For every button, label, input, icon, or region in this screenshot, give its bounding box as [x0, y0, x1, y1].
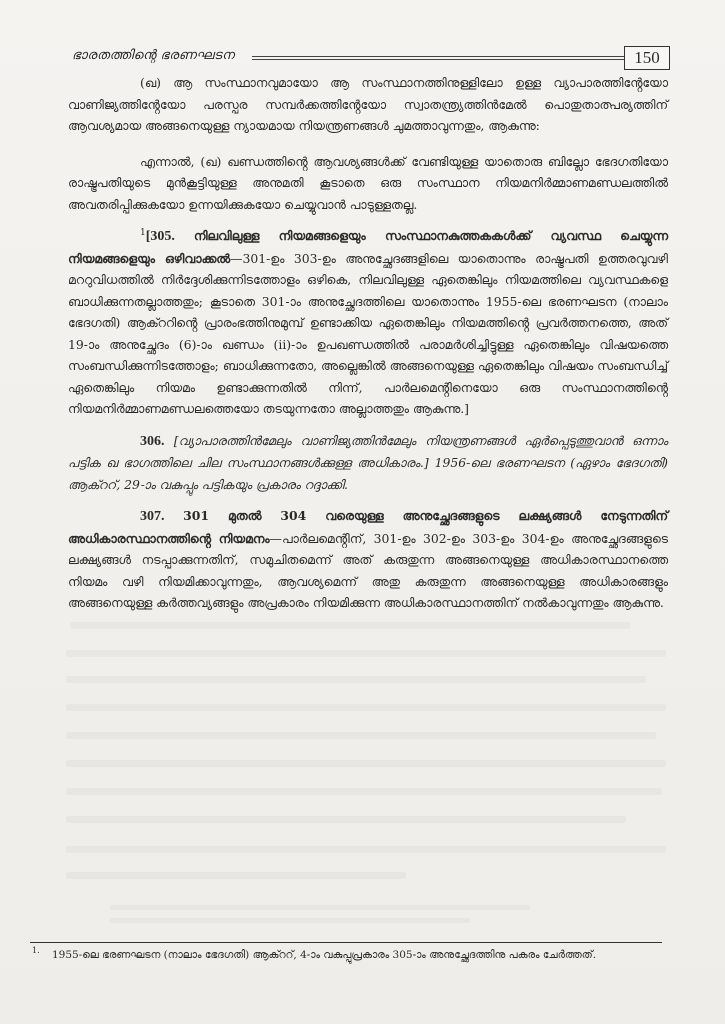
bleed-through-line — [70, 622, 630, 629]
page-number: 150 — [624, 46, 670, 70]
bleed-through-line — [66, 816, 626, 823]
footnote-number: 1. — [32, 946, 40, 955]
section-307-text: —പാർലമെൻ്റിന്, 301-ഉം 302-ഉം 303-ഉം 304-ഉം അനുച്ഛേദങ്ങളുടെ ലക്ഷ്യങ്ങൾ നടപ്പാക്കുന്നതിന്, സമുചിതമെന്ന് അത് കരുതുന്ന അങ്ങനെയുള്ള അധികാരസ്ഥാനത്തെ നിയമം വഴി നിയമിക്കാവുന്നതും, ആവശ്യമെന്ന് അതു കരുതുന്ന അങ്ങനെയുള്ള അധികാരങ്ങളും അങ്ങനെയുള്ള കർത്തവ്യങ്ങളും അപ്രകാരം നിയമിക്കുന്ന അധികാരസ്ഥാനത്തിന് നൽകാവുന്നതും ആകുന്നു. — [68, 530, 668, 610]
footnote-rule — [30, 942, 662, 943]
section-305-text: —301-ഉം 303-ഉം അനുച്ഛേദങ്ങളിലെ യാതൊന്നും രാഷ്ട്രപതി ഉത്തരവുവഴി മററുവിധത്തിൽ നിർദ്ദേശിക്കുന്നിടത്തോളം ഒഴികെ, നിലവിലുള്ള ഏതെങ്കിലും നിയമത്തിലെ വ്യവസ്ഥകളെ ബാധിക്കുന്നതല്ലാത്തതും; കൂടാതെ 301-ാം അനുച്ഛേദത്തിലെ യാതൊന്നും 1955-ലെ ഭരണഘടന (നാലാം ഭേദഗതി) ആക്ററിൻ്റെ പ്രാരംഭത്തിനുമുമ്പ് ഉണ്ടാക്കിയ ഏതെങ്കിലും നിയമത്തിൻ്റെ പ്രവർത്തനത്തെ, അത് 19-ാം അനുച്ഛേദം (6)-ാം ഖണ്ഡം (ii)-ാം ഉപഖണ്ഡത്തിൽ പരാമർശിച്ചിട്ടുള്ള ഏതെങ്കിലും വിഷയത്തെ സംബന്ധിക്കുന്നിടത്തോളം; ബാധിക്കുന്നതോ, അല്ലെങ്കിൽ അങ്ങനെയുള്ള ഏതെങ്കിലും വിഷയം സംബന്ധിച്ച് ഏതെങ്കിലും നിയമം ഉണ്ടാക്കുന്നതിൽ നിന്ന്, പാർലമെൻ്റിനെയോ ഒരു സംസ്ഥാനത്തിൻ്റെ നിയമനിർമ്മാണമണ്ഡലത്തെയോ തടയുന്നതോ അല്ലാത്തതും ആകുന്നു.] — [68, 250, 668, 416]
section-305-title: നിലവിലുള്ള നിയമങ്ങളെയും സംസ്ഥാനകുത്തകകൾക്ക് വ്യവസ്ഥ ചെയ്യുന്ന നിയമങ്ങളെയും ഒഴിവാക്കൽ — [68, 228, 668, 266]
section-306-text: [വ്യാപാരത്തിൻമേലും വാണിജ്യത്തിൻമേലും നിയന്ത്രണങ്ങൾ ഏർപ്പെടുത്തുവാൻ ഒന്നാം പട്ടിക ഖ ഭാഗത്തിലെ ചില സംസ്ഥാനങ്ങൾക്കുള്ള അധികാരം.] 1956-ലെ ഭരണഘടന (ഏഴാം ഭേദഗതി) ആക്ററ്, 29-ാം വകുപ്പും പട്ടികയും പ്രകാരം റദ്ദാക്കി. — [68, 432, 668, 492]
footnote-reference: 1 — [140, 227, 146, 238]
section-307-number: 307. — [140, 509, 165, 524]
bleed-through-line — [66, 872, 406, 879]
proviso-paragraph: എന്നാൽ, (ഖ) ഖണ്ഡത്തിൻ്റെ ആവശ്യങ്ങൾക്ക് വേണ്ടിയുള്ള യാതൊരു ബില്ലോ ഭേദഗതിയോ രാഷ്ട്രപതിയുടെ മുൻകൂട്ടിയുള്ള അനുമതി കൂടാതെ ഒരു സംസ്ഥാന നിയമനിർമ്മാണമണ്ഡലത്തിൽ അവതരിപ്പിക്കുകയോ ഉന്നയിക്കുകയോ ചെയ്യുവാൻ പാടുള്ളതല്ല. — [68, 153, 668, 212]
section-305 — [68, 225, 668, 420]
footnote-area — [30, 942, 662, 963]
section-306-number: 306. — [140, 433, 165, 449]
clause-b-paragraph: (ഖ) ആ സംസ്ഥാനവുമായോ ആ സംസ്ഥാനത്തിനുള്ളിലോ ഉള്ള വ്യാപാരത്തിൻ്റേയോ വാണിജ്യത്തിൻ്റേയോ പരസ്പര സമ്പർക്കത്തിൻ്റേയോ സ്വാതന്ത്ര്യത്തിൻമേൽ പൊതുതാത്പര്യത്തിന് ആവശ്യമായ അങ്ങനെയുള്ള ന്യായമായ നിയന്ത്രണങ്ങൾ ചുമത്താവുന്നതും, ആകുന്നു: — [68, 75, 668, 133]
page-body — [68, 72, 668, 614]
footnote — [30, 947, 662, 963]
bleed-through-line — [110, 918, 470, 923]
footnote-text: 1955-ലെ ഭരണഘടന (നാലാം ഭേദഗതി) ആക്ററ്, 4-ാം വകുപ്പുപ്രകാരം 305-ാം അനുച്ഛേദത്തിനു പകരം ചേർത്തത്. — [52, 949, 597, 961]
section-306 — [68, 430, 668, 496]
section-307-title: 301 മുതൽ 304 വരെയുള്ള അനുച്ഛേദങ്ങളുടെ ലക്ഷ്യങ്ങൾ നേടുന്നതിന് അധികാരസ്ഥാനത്തിൻ്റെ നിയമനം — [68, 508, 668, 546]
bleed-through-line — [66, 732, 656, 739]
bleed-through-line — [66, 788, 662, 795]
bleed-through-line — [66, 650, 666, 657]
header-rule — [252, 56, 642, 60]
bleed-through-line — [66, 704, 666, 711]
section-307 — [68, 505, 668, 614]
section-305-number: [305. — [145, 229, 175, 244]
bleed-through-line — [66, 760, 666, 767]
running-title: ഭാരതത്തിന്റെ ഭരണഘടന — [72, 48, 235, 63]
bleed-through-line — [66, 846, 666, 853]
bleed-through-line — [66, 676, 646, 683]
bleed-through-line — [110, 905, 530, 910]
